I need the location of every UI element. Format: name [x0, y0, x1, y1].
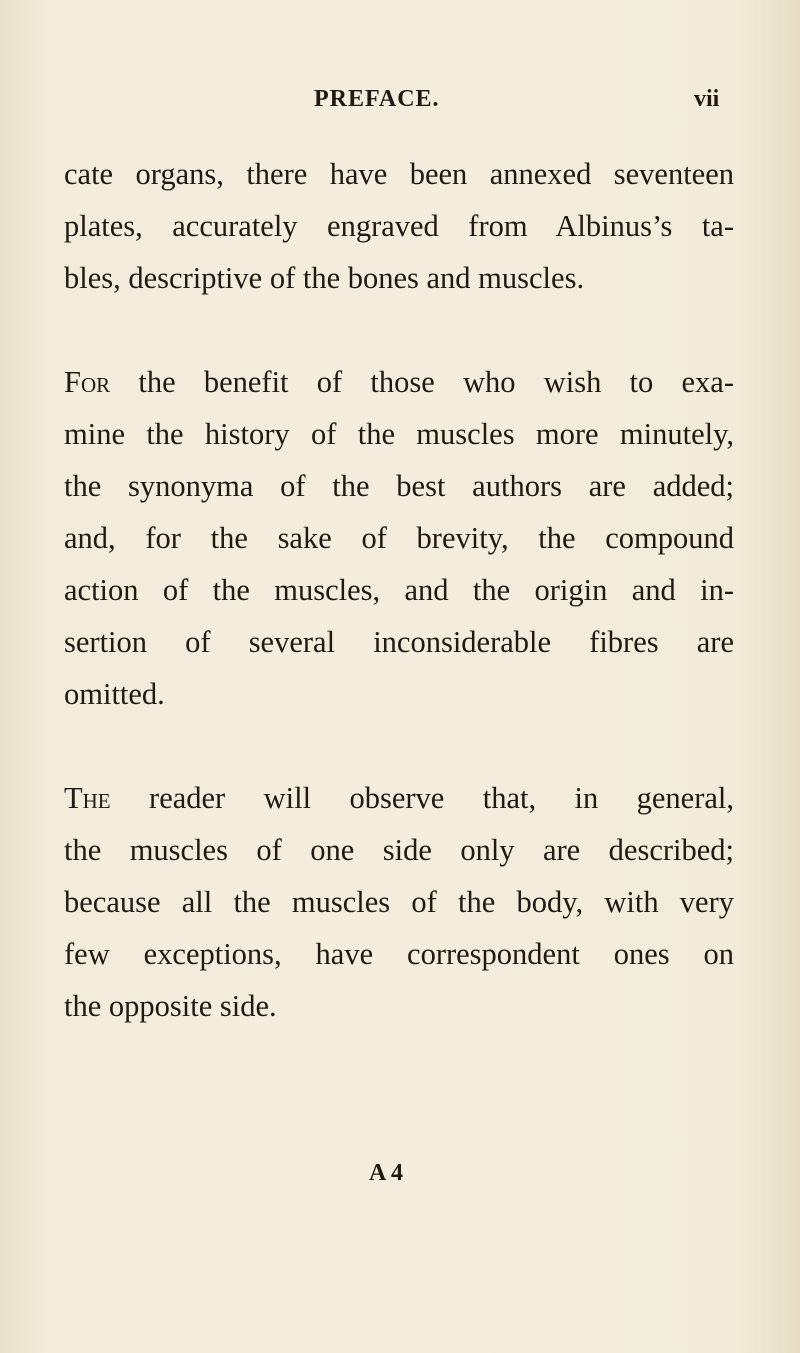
text-line: plates, accurately engraved from Albinus’s ta- — [64, 209, 734, 243]
text-line: sertion of several inconsiderable fibres are — [64, 625, 734, 659]
paragraph-1 — [64, 148, 734, 304]
text-line: the synonyma of the best authors are added; — [64, 469, 734, 503]
page-number: vii — [694, 86, 720, 112]
text-line — [64, 772, 734, 824]
running-title: PREFACE. — [314, 86, 440, 112]
body-text — [64, 148, 734, 1032]
text-line: mine the history of the muscles more minutely, — [64, 417, 734, 451]
paragraph-gap — [64, 720, 734, 772]
text-line: and, for the sake of brevity, the compound — [64, 521, 734, 555]
text-line: omitted. — [64, 677, 165, 711]
signature-mark: A 4 — [369, 1160, 404, 1186]
text-line: because all the muscles of the body, with very — [64, 885, 734, 919]
running-head — [0, 86, 800, 116]
paragraph-3 — [64, 772, 734, 1032]
text-line: few exceptions, have correspondent ones on — [64, 937, 734, 971]
text-line: cate organs, there have been annexed seventeen — [64, 157, 734, 191]
paragraph-lead-word: For — [64, 365, 111, 399]
text-line: the opposite side. — [64, 989, 277, 1023]
text-line: bles, descriptive of the bones and muscles. — [64, 261, 585, 295]
text-line: action of the muscles, and the origin and in- — [64, 573, 734, 607]
text-line: the muscles of one side only are described; — [64, 833, 734, 867]
text-line — [64, 356, 734, 408]
text-line-rest: reader will observe that, in general, — [110, 781, 734, 815]
paragraph-lead-word: The — [64, 781, 111, 815]
text-line-rest: the benefit of those who wish to exa- — [110, 365, 734, 399]
paragraph-gap — [64, 304, 734, 356]
paragraph-2 — [64, 356, 734, 720]
